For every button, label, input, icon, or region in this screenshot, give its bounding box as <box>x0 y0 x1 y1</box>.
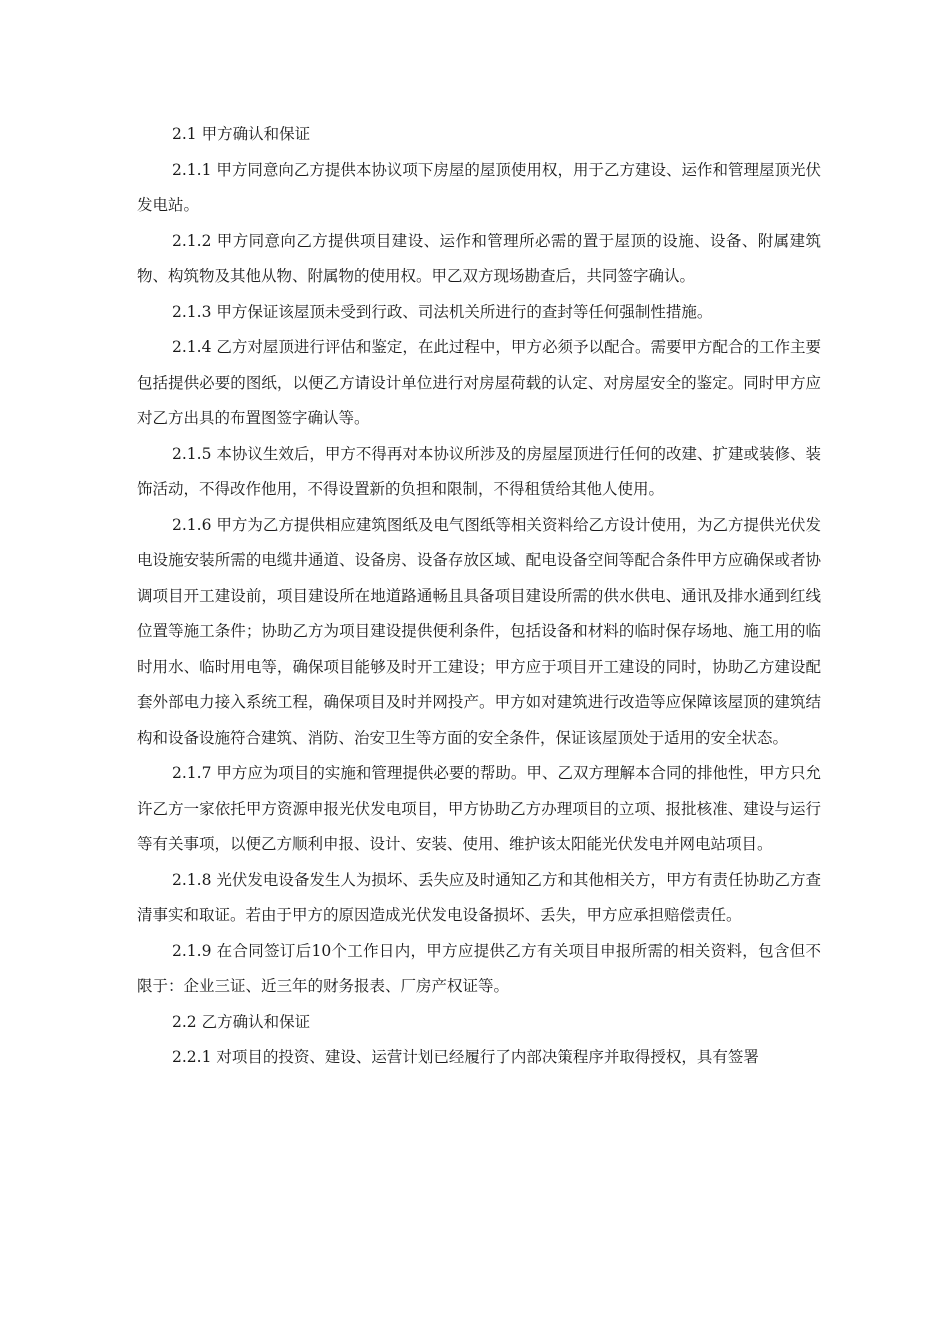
section-heading-2-1: 2.1 甲方确认和保证 <box>172 125 311 143</box>
clause-2-1-2: 2.1.2 甲方同意向乙方提供项目建设、运作和管理所必需的置于屋顶的设施、设备、附属建筑物、构筑物及其他从物、附属物的使用权。甲乙双方现场勘查后，共同签字确认。 <box>137 231 821 285</box>
clause-2-1-8: 2.1.8 光伏发电设备发生人为损坏、丢失应及时通知乙方和其他相关方，甲方有责任协助乙方查清事实和取证。若由于甲方的原因造成光伏发电设备损坏、丢失，甲方应承担赔偿责任。 <box>137 870 821 924</box>
clause-2-1-1: 2.1.1 甲方同意向乙方提供本协议项下房屋的屋顶使用权，用于乙方建设、运作和管理屋顶光伏发电站。 <box>137 160 821 214</box>
document-body <box>137 117 821 1076</box>
clause-2-1-7: 2.1.7 甲方应为项目的实施和管理提供必要的帮助。甲、乙双方理解本合同的排他性，甲方只允许乙方一家依托甲方资源申报光伏发电项目，甲方协助乙方办理项目的立项、报批核准、建设与运行等有关事项，以便乙方顺利申报、设计、安装、使用、维护该太阳能光伏发电并网电站项目。 <box>137 764 821 853</box>
clause-2-1-9: 2.1.9 在合同签订后10个工作日内，甲方应提供乙方有关项目申报所需的相关资料，包含但不限于：企业三证、近三年的财务报表、厂房产权证等。 <box>137 941 821 995</box>
clause-2-2-1: 2.2.1 对项目的投资、建设、运营计划已经履行了内部决策程序并取得授权，具有签署 <box>172 1048 759 1066</box>
clause-2-1-3: 2.1.3 甲方保证该屋顶未受到行政、司法机关所进行的查封等任何强制性措施。 <box>172 302 713 321</box>
clause-2-1-4: 2.1.4 乙方对屋顶进行评估和鉴定，在此过程中，甲方必须予以配合。需要甲方配合的工作主要包括提供必要的图纸，以便乙方请设计单位进行对房屋荷载的认定、对房屋安全的鉴定。同时甲方应对乙方出具的布置图签字确认等。 <box>137 338 821 427</box>
clause-2-1-6: 2.1.6 甲方为乙方提供相应建筑图纸及电气图纸等相关资料给乙方设计使用，为乙方提供光伏发电设施安装所需的电缆井通道、设备房、设备存放区域、配电设备空间等配合条件甲方应确保或者协调项目开工建设前，项目建设所在地道路通畅且具备项目建设所需的供水供电、通讯及排水通到红线位置等施工条件；协助乙方为项目建设提供便利条件，包括设备和材料的临时保存场地、施工用的临时用水、临时用电等，确保项目能够及时开工建设；甲方应于项目开工建设的同时，协助乙方建设配套外部电力接入系统工程，确保项目及时并网投产。甲方如对建筑进行改造等应保障该屋顶的建筑结构和设备设施符合建筑、消防、治安卫生等方面的安全条件，保证该屋顶处于适用的安全状态。 <box>137 515 821 747</box>
clause-2-1-5: 2.1.5 本协议生效后，甲方不得再对本协议所涉及的房屋屋顶进行任何的改建、扩建或装修、装饰活动，不得改作他用，不得设置新的负担和限制，不得租赁给其他人使用。 <box>137 444 821 498</box>
section-heading-2-2: 2.2 乙方确认和保证 <box>172 1012 311 1031</box>
